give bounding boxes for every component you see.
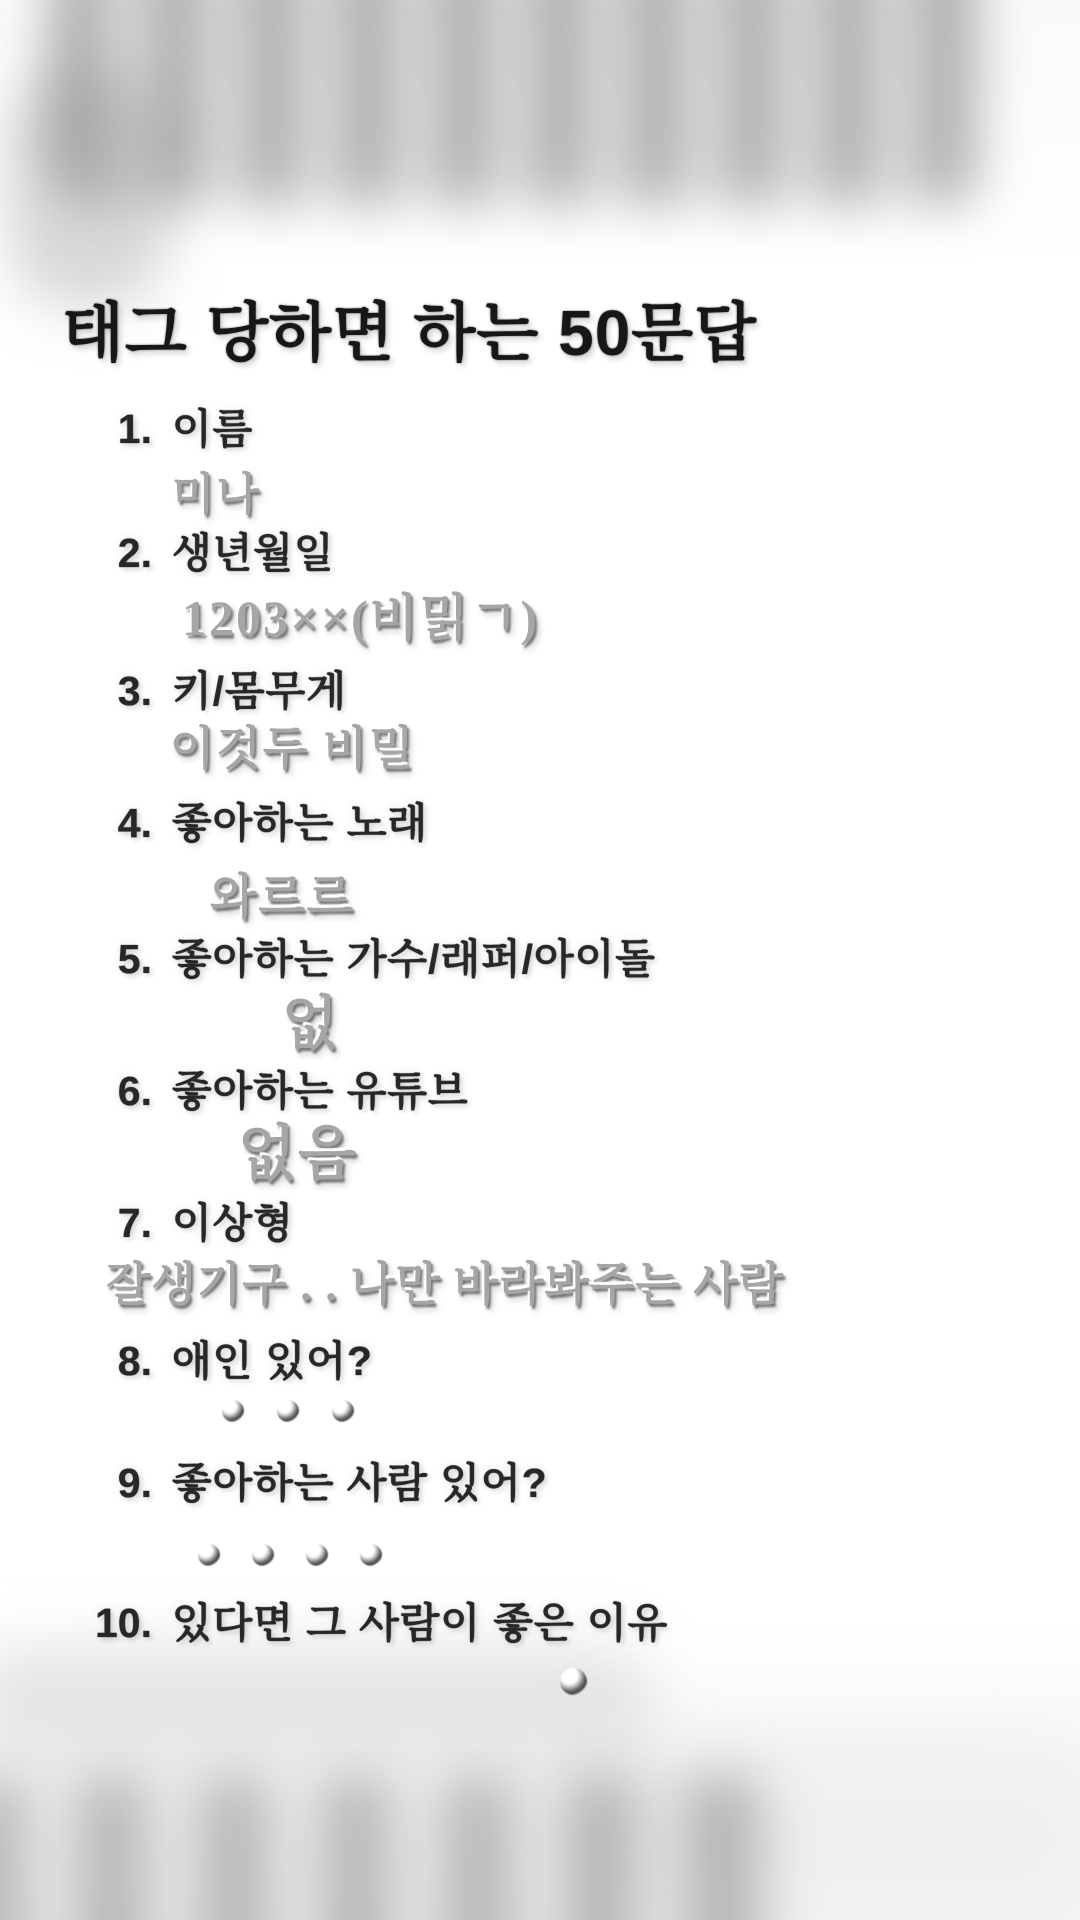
- answer-text-1: 미나: [172, 470, 262, 519]
- question-number: 2.: [117, 530, 152, 576]
- answer-text-2: 1203××(비밁ㄱ): [182, 590, 540, 646]
- question-text: 좋아하는 유튜브: [172, 1068, 469, 1114]
- question-number: 5.: [117, 936, 152, 982]
- page-title: 태그 당하면 하는 50문답: [62, 297, 757, 369]
- question-row-3: [70, 658, 347, 717]
- answer-text-4: 와르르: [210, 871, 356, 924]
- question-row-7: [70, 1190, 294, 1249]
- question-row-1: [70, 396, 253, 455]
- dot-icon: [222, 1400, 244, 1422]
- question-text: 이름: [172, 406, 254, 452]
- question-number: 1.: [117, 406, 152, 452]
- blurred-text-region-top: [50, 0, 990, 205]
- question-number: 10.: [95, 1600, 152, 1646]
- question-number: 6.: [117, 1068, 152, 1114]
- answer-text-6: 없음: [238, 1121, 358, 1187]
- question-text: 이상형: [172, 1200, 294, 1246]
- dot-icon: [360, 1544, 382, 1566]
- blurred-text-region-bottom-lower: [0, 1775, 785, 1920]
- question-number: 7.: [117, 1200, 152, 1246]
- answer-text-3: 이것두 비밀: [170, 723, 416, 774]
- question-row-2: [70, 520, 334, 579]
- question-row-10: [70, 1590, 668, 1649]
- question-row-5: [70, 926, 656, 985]
- answer-text-7: 잘생기구 . . 나만 바라봐주는 사람: [106, 1259, 785, 1310]
- answer-dots-9: [198, 1544, 382, 1566]
- question-row-9: [70, 1450, 548, 1509]
- blurred-text-region-bottom-faint: [590, 1715, 1080, 1905]
- question-text: 키/몸무게: [172, 668, 347, 714]
- question-text: 좋아하는 사람 있어?: [172, 1460, 548, 1506]
- question-text: 좋아하는 가수/래퍼/아이돌: [172, 936, 656, 982]
- dot-icon: [198, 1544, 220, 1566]
- dot-icon: [277, 1400, 299, 1422]
- question-number: 9.: [117, 1460, 152, 1506]
- question-row-4: [70, 790, 428, 849]
- blurred-text-region-top-left: [8, 70, 168, 310]
- question-number: 4.: [117, 800, 152, 846]
- question-text: 좋아하는 노래: [172, 800, 429, 846]
- dot-icon: [252, 1544, 274, 1566]
- question-text: 있다면 그 사람이 좋은 이유: [172, 1600, 669, 1646]
- answer-dots-8: [222, 1400, 354, 1422]
- answer-dots-10: [560, 1668, 587, 1695]
- dot-icon: [560, 1668, 587, 1695]
- dot-icon: [332, 1400, 354, 1422]
- question-text: 애인 있어?: [172, 1338, 373, 1384]
- answer-text-5: 없: [282, 991, 341, 1056]
- blurred-text-region-bottom-upper: [0, 1645, 650, 1760]
- question-number: 8.: [117, 1338, 152, 1384]
- question-number: 3.: [117, 668, 152, 714]
- question-row-8: [70, 1328, 373, 1387]
- dot-icon: [306, 1544, 328, 1566]
- question-text: 생년월일: [172, 530, 335, 576]
